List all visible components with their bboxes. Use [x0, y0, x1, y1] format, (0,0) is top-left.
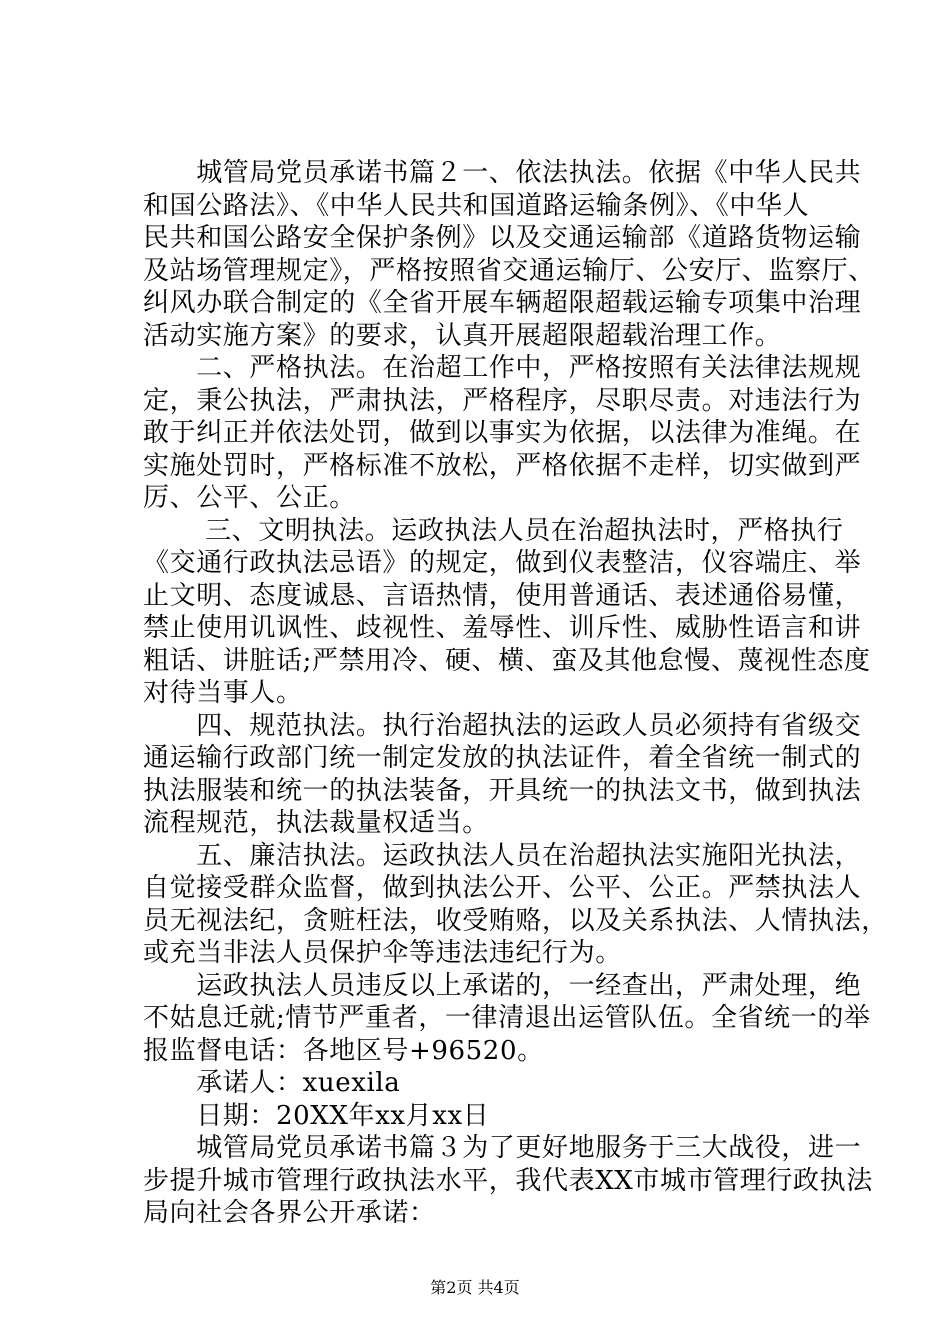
text-line: 步提升城市管理行政执法水平，我代表XX市城市管理行政执法: [143, 1165, 873, 1196]
text-line: 定，秉公执法，严肃执法，严格程序，尽职尽责。对违法行为: [143, 385, 862, 416]
text-line: 城管局党员承诺书篇３为了更好地服务于三大战役，进一: [143, 1133, 862, 1163]
text-line: 敢于纠正并依法处罚，做到以事实为依据，以法律为准绳。在: [143, 418, 862, 448]
text-line: 活动实施方案》的要求，认真开展超限超载治理工作。: [143, 320, 782, 351]
text-line: 不姑息迁就;情节严重者，一律清退出运管队伍。全省统一的举: [143, 1003, 871, 1033]
text-line: 日期：20XX年xx月xx日: [143, 1100, 490, 1131]
text-line: 实施处罚时，严格标准不放松，严格依据不走样，切实做到严: [143, 450, 862, 481]
text-line: 流程规范，执法裁量权适当。: [143, 808, 489, 838]
text-line: 执法服装和统一的执法装备，开具统一的执法文书，做到执法: [143, 775, 862, 806]
text-line: 运政执法人员违反以上承诺的，一经查出，严肃处理，绝: [143, 970, 862, 1001]
text-line: 局向社会各界公开承诺：: [143, 1198, 436, 1228]
text-line: 员无视法纪，贪赃枉法，收受贿赂，以及关系执法、人情执法，: [143, 905, 888, 936]
text-line: 《交通行政执法忌语》的规定，做到仪表整洁，仪容端庄、举: [143, 548, 862, 578]
text-line: 对待当事人。: [143, 678, 303, 708]
text-line: 厉、公平、公正。: [143, 483, 356, 513]
text-line: 二、严格执法。在治超工作中，严格按照有关法律法规规: [143, 353, 862, 383]
text-line: 报监督电话：各地区号+96520。: [143, 1035, 544, 1066]
text-line: 民共和国公路安全保护条例》以及交通运输部《道路货物运输: [143, 223, 862, 253]
text-line: 五、廉洁执法。运政执法人员在治超执法实施阳光执法，: [143, 840, 862, 871]
text-line: 或充当非法人员保护伞等违法违纪行为。: [143, 938, 622, 968]
text-line: 通运输行政部门统一制定发放的执法证件，着全省统一制式的: [143, 743, 862, 773]
text-line: 城管局党员承诺书篇２一、依法执法。依据《中华人民共: [143, 158, 862, 188]
text-line: 禁止使用讥讽性、歧视性、羞辱性、训斥性、威胁性语言和讲: [143, 613, 862, 643]
text-line: 自觉接受群众监督，做到执法公开、公平、公正。严禁执法人: [143, 873, 862, 903]
text-line: 三、文明执法。运政执法人员在治超执法时，严格执行: [143, 515, 844, 546]
text-line: 止文明、态度诚恳、言语热情，使用普通话、表述通俗易懂，: [143, 580, 862, 611]
text-line: 承诺人：xuexila: [143, 1068, 401, 1098]
text-line: 粗话、讲脏话;严禁用冷、硬、横、蛮及其他怠慢、蔑视性态度: [143, 645, 871, 676]
text-line: 纠风办联合制定的《全省开展车辆超限超载运输专项集中治理: [143, 288, 862, 318]
text-line: 和国公路法》、《中华人民共和国道路运输条例》、《中华人: [143, 190, 810, 221]
document-body: [143, 157, 888, 1230]
text-line: 及站场管理规定》，严格按照省交通运输厅、公安厅、监察厅、: [143, 255, 875, 286]
page-number-footer: 第2页 共4页: [430, 1278, 520, 1297]
text-line: 四、规范执法。执行治超执法的运政人员必须持有省级交: [143, 710, 862, 741]
